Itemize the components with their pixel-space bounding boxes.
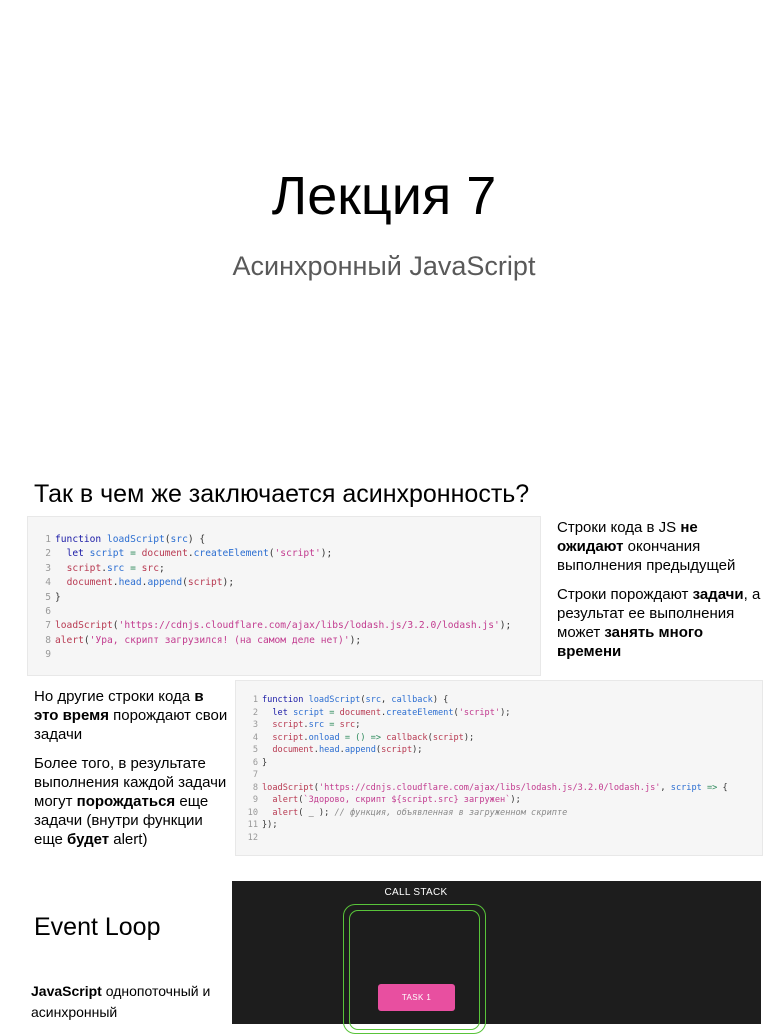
- code-token: append: [147, 577, 183, 589]
- code-token: );: [320, 548, 333, 560]
- text-run: еще задачи (внутри функции еще: [34, 793, 209, 848]
- code-token: (: [112, 620, 119, 632]
- code-token: function: [55, 534, 107, 545]
- code-token: head: [118, 577, 142, 589]
- emphasis-text: порождаться: [76, 793, 176, 810]
- emphasis-text: в это время: [34, 688, 204, 724]
- code-line: [244, 769, 762, 782]
- code-token: loadScript: [262, 782, 314, 793]
- code-line: [244, 719, 762, 732]
- code-token: .: [303, 732, 309, 743]
- code-token: callback: [386, 732, 428, 743]
- code-token: (: [268, 548, 275, 560]
- code-token: [55, 563, 67, 574]
- text-run: Строки кода в JS: [557, 519, 681, 536]
- code-token: script: [432, 732, 464, 743]
- code-token: document: [141, 548, 188, 560]
- code-token: script: [293, 707, 325, 718]
- emphasis-text: будет: [67, 831, 110, 848]
- emphasis-text: JavaScript: [31, 983, 102, 999]
- line-number: 10: [247, 807, 258, 818]
- code-token: `Здорово, скрипт ${script.src} загружен`: [303, 795, 511, 805]
- code-line: [244, 707, 762, 720]
- code-line: [40, 533, 540, 547]
- code-token: ;: [158, 562, 165, 574]
- code-token: .: [141, 577, 148, 589]
- code-token: [55, 577, 67, 588]
- task-block: TASK 1: [378, 984, 455, 1011]
- emphasis-text: занять много времени: [557, 624, 704, 660]
- code-token: script: [670, 782, 702, 793]
- code-token: .: [313, 745, 319, 755]
- code-token: 'https://cdnjs.cloudflare.com/ajax/libs/lodash.js/3.2.0/lodash.js': [318, 782, 661, 793]
- line-number: 8: [45, 634, 51, 646]
- code-token: );: [222, 577, 235, 589]
- code-token: ,: [381, 695, 392, 705]
- lecture-title: Лекция 7: [271, 166, 497, 226]
- code-token: .: [339, 745, 345, 755]
- text-run: порождают свои задачи: [34, 707, 228, 743]
- code-token: src: [339, 720, 356, 730]
- line-number: 1: [252, 695, 258, 705]
- line-number: 7: [45, 620, 51, 632]
- code-line: [40, 648, 540, 662]
- code-token: .: [381, 707, 387, 718]
- code-token: );: [412, 745, 423, 755]
- line-number: 4: [252, 732, 258, 743]
- code-token: loadScript: [106, 534, 165, 545]
- code-line: [40, 591, 540, 605]
- code-block-loadscript: [27, 516, 541, 676]
- line-number: 3: [45, 562, 51, 574]
- notes-left: [34, 687, 230, 849]
- line-number: 6: [45, 606, 51, 618]
- code-line: [244, 757, 762, 770]
- code-token: }: [55, 591, 61, 603]
- code-token: (: [375, 745, 382, 755]
- text-run: , а результат ее выполнения может: [557, 586, 761, 641]
- code-token: .: [101, 562, 107, 574]
- code-token: function: [262, 695, 309, 705]
- code-token: =>: [701, 782, 723, 793]
- code-token: = () =>: [339, 732, 387, 743]
- code-token: (: [182, 577, 188, 589]
- code-token: =: [124, 548, 142, 560]
- code-token: src: [141, 562, 159, 574]
- code-token: src: [365, 695, 382, 705]
- code-token: );: [499, 620, 512, 632]
- call-stack-label: CALL STACK: [384, 887, 448, 898]
- code-token: script: [187, 577, 223, 589]
- code-token: .: [187, 548, 194, 560]
- code-line: [244, 832, 762, 845]
- line-number: 7: [252, 770, 258, 780]
- code-line: [40, 619, 540, 633]
- text-run: Но другие строки кода: [34, 688, 195, 705]
- code-token: callback: [391, 695, 433, 705]
- code-token: 'Ура, скрипт загрузился! (на самом деле нет)': [89, 634, 350, 646]
- code-token: [262, 745, 272, 755]
- code-token: [262, 808, 272, 818]
- lecture-subtitle: Асинхронный JavaScript: [232, 251, 536, 281]
- code-token: src: [170, 534, 188, 545]
- line-number: 12: [247, 832, 258, 843]
- code-token: src: [107, 562, 125, 574]
- slide-heading-asynchrony: Так в чем же заключается асинхронность?: [34, 480, 530, 508]
- event-loop-description: [31, 981, 226, 1023]
- code-token: ;: [355, 720, 361, 730]
- code-token: [55, 548, 67, 559]
- line-number: 2: [45, 548, 51, 560]
- code-token: [262, 720, 272, 730]
- text-run: alert): [109, 831, 148, 848]
- call-stack-inner-frame: [349, 910, 480, 1030]
- code-token: =: [324, 707, 340, 718]
- code-token: document: [66, 577, 113, 589]
- code-token: (: [83, 634, 90, 646]
- code-token: );: [463, 732, 475, 743]
- line-number: 3: [252, 720, 258, 730]
- code-token: ) {: [187, 534, 206, 545]
- code-line: [40, 562, 540, 576]
- code-token: ( _ );: [298, 807, 335, 818]
- code-line: [40, 547, 540, 561]
- note-lines-dont-wait: [557, 518, 762, 575]
- code-token: (: [298, 795, 304, 805]
- notes-right: [557, 518, 762, 661]
- code-line: [244, 794, 762, 807]
- code-token: script: [272, 720, 304, 730]
- code-token: );: [510, 795, 521, 805]
- code-token: alert: [55, 634, 84, 646]
- line-number: 8: [252, 782, 258, 793]
- code-token: script: [381, 745, 413, 755]
- note-other-lines: [34, 687, 230, 744]
- code-token: ,: [660, 782, 671, 793]
- code-token: (: [313, 782, 319, 793]
- line-number: 1: [45, 534, 51, 545]
- code-token: .: [303, 720, 309, 730]
- code-line: [40, 576, 540, 590]
- code-line: [40, 605, 540, 619]
- code-token: [262, 708, 272, 718]
- text-run: окончания выполнения предыдущей: [557, 538, 736, 574]
- code-token: let: [66, 548, 90, 560]
- code-token: let: [272, 707, 294, 718]
- text-run: Более того, в результате выполнения каждой задачи могут: [34, 755, 227, 810]
- code-token: append: [344, 745, 376, 755]
- code-token: loadScript: [55, 620, 113, 632]
- code-line: [244, 807, 762, 820]
- code-token: (: [164, 534, 171, 545]
- code-token: {: [722, 782, 728, 793]
- note-tasks-spawn-tasks: [34, 754, 230, 849]
- line-number: 2: [252, 707, 258, 718]
- code-token: (: [453, 707, 459, 718]
- code-line: [244, 694, 762, 707]
- line-number: 5: [252, 745, 258, 755]
- code-token: =: [124, 562, 142, 574]
- line-number: 5: [45, 591, 51, 603]
- code-token: );: [500, 707, 511, 718]
- code-token: 'https://cdnjs.cloudflare.com/ajax/libs/lodash.js/3.2.0/lodash.js': [118, 620, 500, 632]
- code-token: loadScript: [308, 695, 361, 705]
- code-token: (: [360, 695, 366, 705]
- code-line: [244, 819, 762, 832]
- code-token: script: [272, 732, 304, 743]
- emphasis-text: не ожидают: [557, 519, 698, 555]
- code-line: [244, 782, 762, 795]
- code-token: 'script': [274, 548, 321, 560]
- code-token: head: [318, 745, 340, 755]
- emphasis-text: задачи: [692, 586, 744, 603]
- code-token: 'script': [458, 707, 501, 718]
- code-token: });: [262, 820, 278, 830]
- text-run: Строки порождают: [557, 586, 693, 603]
- code-token: createElement: [193, 548, 269, 560]
- line-number: 9: [45, 649, 51, 661]
- line-number: 9: [252, 795, 258, 805]
- code-token: createElement: [386, 707, 454, 718]
- code-token: document: [339, 707, 382, 718]
- text-run: однопоточный и асинхронный: [31, 983, 211, 1020]
- code-token: =: [324, 720, 340, 730]
- code-line: [40, 634, 540, 648]
- code-line: [244, 732, 762, 745]
- code-token: // функция, объявленная в загруженном скрипте: [334, 807, 568, 818]
- code-token: document: [272, 745, 314, 755]
- line-number: 6: [252, 757, 258, 768]
- code-token: ) {: [432, 695, 449, 705]
- code-token: [262, 733, 272, 743]
- line-number: 11: [247, 820, 258, 830]
- event-loop-heading: Event Loop: [34, 913, 161, 941]
- code-token: src: [308, 720, 325, 730]
- code-token: [262, 795, 272, 805]
- code-token: .: [112, 577, 119, 589]
- code-token: (: [427, 732, 433, 743]
- code-token: alert: [272, 807, 299, 818]
- code-token: onload: [308, 732, 340, 743]
- line-number: 4: [45, 577, 51, 589]
- code-token: }: [262, 757, 268, 768]
- code-token: script: [89, 548, 125, 560]
- code-token: );: [349, 634, 362, 646]
- code-block-loadscript-callback: [235, 680, 763, 856]
- code-token: script: [66, 562, 102, 574]
- note-lines-spawn-tasks: [557, 585, 762, 661]
- call-stack-panel: [232, 881, 761, 1024]
- code-line: [244, 744, 762, 757]
- code-token: alert: [272, 795, 299, 805]
